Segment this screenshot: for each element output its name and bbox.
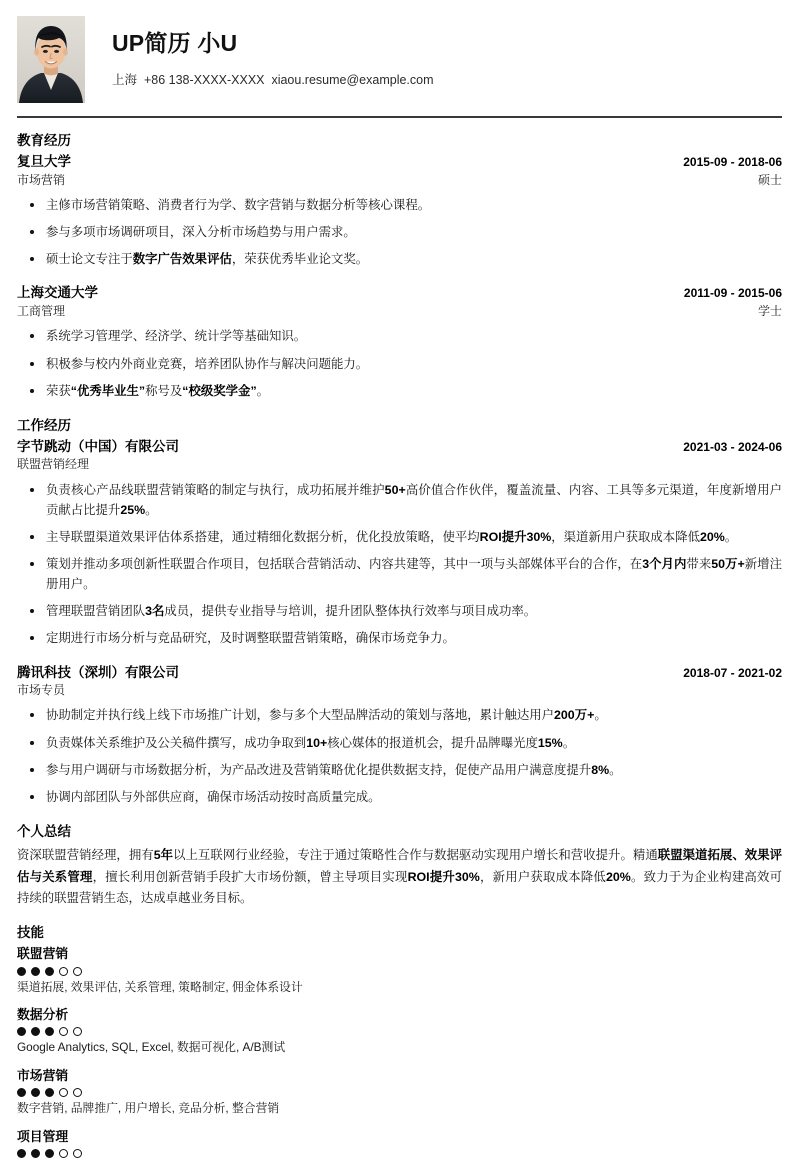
bullet-list <box>17 480 782 649</box>
skills-list <box>17 944 782 1158</box>
bullet-list <box>17 705 782 806</box>
bullet-list <box>17 195 782 269</box>
skill-dot-filled <box>17 1027 26 1036</box>
body-text: 高价值合作伙伴，覆盖流量、内容、工具等多元渠道，年度新增用户贡献占比提升 <box>46 482 783 517</box>
date-range: 2015-09 - 2018-06 <box>683 155 782 170</box>
date-range: 2018-07 - 2021-02 <box>683 665 782 680</box>
skill-dot-empty <box>73 1088 82 1097</box>
skill-dot-filled <box>45 1027 54 1036</box>
date-range: 2021-03 - 2024-06 <box>683 439 782 454</box>
bullet-item <box>17 760 782 780</box>
skill-dot-filled <box>45 967 54 976</box>
degree-label: 学士 <box>757 304 782 319</box>
body-text: 。 <box>724 530 738 545</box>
organization-name: 字节跳动（中国）有限公司 <box>17 438 179 454</box>
body-text: 新增注册用户。 <box>46 557 782 592</box>
skill-dot-filled <box>31 1027 40 1036</box>
skill-name: 市场营销 <box>17 1068 69 1084</box>
skill-dot-empty <box>59 1027 68 1036</box>
emphasis-text: 3个月内 <box>642 557 687 572</box>
skill-item <box>17 1005 782 1057</box>
experience-entry <box>17 152 782 269</box>
entry-header-row <box>17 663 782 683</box>
body-text: 。 <box>256 383 270 398</box>
skill-tags: Google Analytics, SQL, Excel, 数据可视化, A/B测试 <box>17 1040 286 1055</box>
emphasis-text: 20% <box>606 869 631 884</box>
emphasis-text: 50万+ <box>711 557 745 572</box>
bullet-item <box>17 354 782 374</box>
emphasis-text: 15% <box>537 735 563 750</box>
bullet-item <box>17 222 782 242</box>
body-text: 策划并推动多项创新性联盟合作项目，包括联合营销活动、内容共建等，其中一项与头部媒体平台的合作，在 <box>46 557 643 572</box>
emphasis-text: “校级奖学金” <box>182 383 257 398</box>
skill-item <box>17 1066 782 1118</box>
header-text-block <box>112 30 434 89</box>
emphasis-text: “优秀毕业生” <box>70 383 146 398</box>
skill-level-dots <box>17 1088 782 1097</box>
body-text: 。 <box>145 502 158 517</box>
skill-dot-filled <box>31 967 40 976</box>
bullet-item <box>17 733 782 753</box>
bullet-item <box>17 249 782 269</box>
emphasis-text: ROI提升30% <box>479 530 552 545</box>
emphasis-text: 8% <box>591 762 610 777</box>
body-text: ，擅长利用创新营销手段扩大市场份额，曾主导项目实现 <box>92 869 408 884</box>
bullet-item <box>17 628 782 648</box>
bullet-item <box>17 195 782 215</box>
skill-tags: 数字营销, 品牌推广, 用户增长, 竞品分析, 整合营销 <box>17 1101 280 1116</box>
profile-photo-illustration <box>17 16 85 103</box>
experience-entry <box>17 663 782 807</box>
bullet-item <box>17 554 782 594</box>
section-work <box>17 403 782 807</box>
skill-dot-empty <box>73 967 82 976</box>
skill-dot-empty <box>73 1027 82 1036</box>
body-text: 资深联盟营销经理，拥有 <box>17 848 154 863</box>
section-title-education: 教育经历 <box>17 133 71 148</box>
bullet-item <box>17 326 782 346</box>
summary-paragraph <box>17 845 782 910</box>
body-text: 。 <box>594 708 607 723</box>
section-title-summary: 个人总结 <box>17 823 71 839</box>
body-text: 。致力于为企业构建高效可持续的联盟营销生态，达成卓越业务目标。 <box>17 869 783 906</box>
body-text: 荣获 <box>46 383 71 398</box>
skill-level-dots <box>17 1149 782 1158</box>
body-text: 以上互联网行业经验，专注于通过策略性合作与数据驱动实现用户增长和营收提升。精通 <box>173 848 658 863</box>
body-text: 。 <box>562 735 576 750</box>
body-text: 负责媒体关系维护及公关稿件撰写，成功争取到 <box>46 735 307 750</box>
role-title: 市场营销 <box>17 172 66 187</box>
body-text: 主修市场营销策略、消费者行为学、数字营销与数据分析等核心课程。 <box>46 198 431 213</box>
skill-level-dots <box>17 967 782 976</box>
entry-subheader-row <box>17 456 782 473</box>
skill-item <box>17 944 782 996</box>
bullet-item <box>17 787 782 807</box>
entry-subheader-row <box>17 682 782 699</box>
body-text: 定期进行市场分析与竞品研究，及时调整联盟营销策略，确保市场竞争力。 <box>46 631 455 646</box>
section-title-work: 工作经历 <box>17 417 71 433</box>
entry-subheader-row <box>17 303 782 320</box>
emphasis-text: 20% <box>699 530 725 545</box>
skill-dot-filled <box>17 967 26 976</box>
work-entries <box>17 437 782 807</box>
entry-header-row <box>17 283 782 303</box>
body-text: 主导联盟渠道效果评估体系搭建，通过精细化数据分析，优化投放策略，使平均 <box>46 530 480 545</box>
degree-label: 硕士 <box>757 172 782 187</box>
entry-header-row <box>17 437 782 457</box>
organization-name: 上海交通大学 <box>17 285 98 301</box>
body-text: 参与多项市场调研项目，深入分析市场趋势与用户需求。 <box>46 225 356 240</box>
education-entries <box>17 152 782 400</box>
skill-dot-filled <box>45 1149 54 1158</box>
section-education <box>17 118 782 401</box>
page-title: UP简历 小U <box>112 29 238 56</box>
skill-dot-filled <box>17 1088 26 1097</box>
body-text: 成员，提供专业指导与培训，提升团队整体执行效率与项目成功率。 <box>164 604 537 619</box>
contact-line: 上海 +86 138-XXXX-XXXX xiaou.resume@example.com <box>112 73 434 88</box>
body-text: 积极参与校内外商业竞赛，培养团队协作与解决问题能力。 <box>46 356 369 371</box>
body-text: 管理联盟营销团队 <box>46 604 146 619</box>
emphasis-text: 5年 <box>153 848 174 863</box>
skill-dot-empty <box>59 1149 68 1158</box>
experience-entry <box>17 283 782 400</box>
body-text: 硕士论文专注于 <box>46 252 133 267</box>
body-text: ，新用户获取成本降低 <box>479 869 607 884</box>
body-text: 核心媒体的报道机会，提升品牌曝光度 <box>327 735 538 750</box>
body-text: 称号及 <box>145 383 183 398</box>
role-title: 工商管理 <box>17 304 66 319</box>
skill-dot-filled <box>17 1149 26 1158</box>
skill-dot-empty <box>73 1149 82 1158</box>
organization-name: 腾讯科技（深圳）有限公司 <box>17 664 179 680</box>
body-text: 协助制定并执行线上线下市场推广计划，参与多个大型品牌活动的策划与落地，累计触达用户 <box>46 708 555 723</box>
emphasis-text: ROI提升30% <box>407 869 480 884</box>
bullet-item <box>17 601 782 621</box>
bullet-list <box>17 326 782 400</box>
organization-name: 复旦大学 <box>17 154 71 170</box>
skill-name: 项目管理 <box>17 1129 69 1145</box>
emphasis-text: 数字广告效果评估 <box>132 252 232 267</box>
section-skills <box>17 910 782 1158</box>
body-text: 。 <box>609 762 622 777</box>
section-summary <box>17 809 782 910</box>
emphasis-text: 3名 <box>145 604 165 619</box>
role-title: 联盟营销经理 <box>17 457 90 472</box>
skill-tags: 渠道拓展, 效果评估, 关系管理, 策略制定, 佣金体系设计 <box>17 979 303 994</box>
date-range: 2011-09 - 2015-06 <box>683 286 782 301</box>
body-text: ，荣获优秀毕业论文奖。 <box>231 252 369 267</box>
entry-subheader-row <box>17 172 782 189</box>
emphasis-text: 25% <box>120 502 146 517</box>
experience-entry <box>17 437 782 649</box>
emphasis-text: 联盟渠道拓展、效果评估与关系管理 <box>17 848 783 884</box>
bullet-item <box>17 480 782 520</box>
resume-header <box>17 0 782 100</box>
skill-dot-empty <box>59 1088 68 1097</box>
role-title: 市场专员 <box>17 683 66 698</box>
body-text: 协调内部团队与外部供应商，确保市场活动按时高质量完成。 <box>46 789 381 804</box>
body-text: ，渠道新用户获取成本降低 <box>551 530 700 545</box>
body-text: 带来 <box>686 557 712 572</box>
skill-dot-filled <box>31 1088 40 1097</box>
body-text: 负责核心产品线联盟营销策略的制定与执行，成功拓展并维护 <box>46 482 385 497</box>
section-title-skills: 技能 <box>17 925 44 941</box>
skill-level-dots <box>17 1027 782 1036</box>
bullet-item <box>17 381 782 401</box>
skill-name: 数据分析 <box>17 1007 69 1023</box>
skill-item <box>17 1127 782 1158</box>
skill-dot-filled <box>31 1149 40 1158</box>
emphasis-text: 10+ <box>306 735 328 750</box>
bullet-item <box>17 527 782 547</box>
body-text: 参与用户调研与市场数据分析，为产品改进及营销策略优化提供数据支持，促使产品用户满意度提升 <box>46 762 592 777</box>
entry-header-row <box>17 152 782 172</box>
skill-dot-empty <box>59 967 68 976</box>
skill-name: 联盟营销 <box>17 946 69 962</box>
body-text: 系统学习管理学、经济学、统计学等基础知识。 <box>46 329 307 344</box>
skill-dot-filled <box>45 1088 54 1097</box>
avatar <box>17 16 85 103</box>
emphasis-text: 200万+ <box>554 708 595 723</box>
emphasis-text: 50+ <box>384 482 406 497</box>
bullet-item <box>17 705 782 725</box>
